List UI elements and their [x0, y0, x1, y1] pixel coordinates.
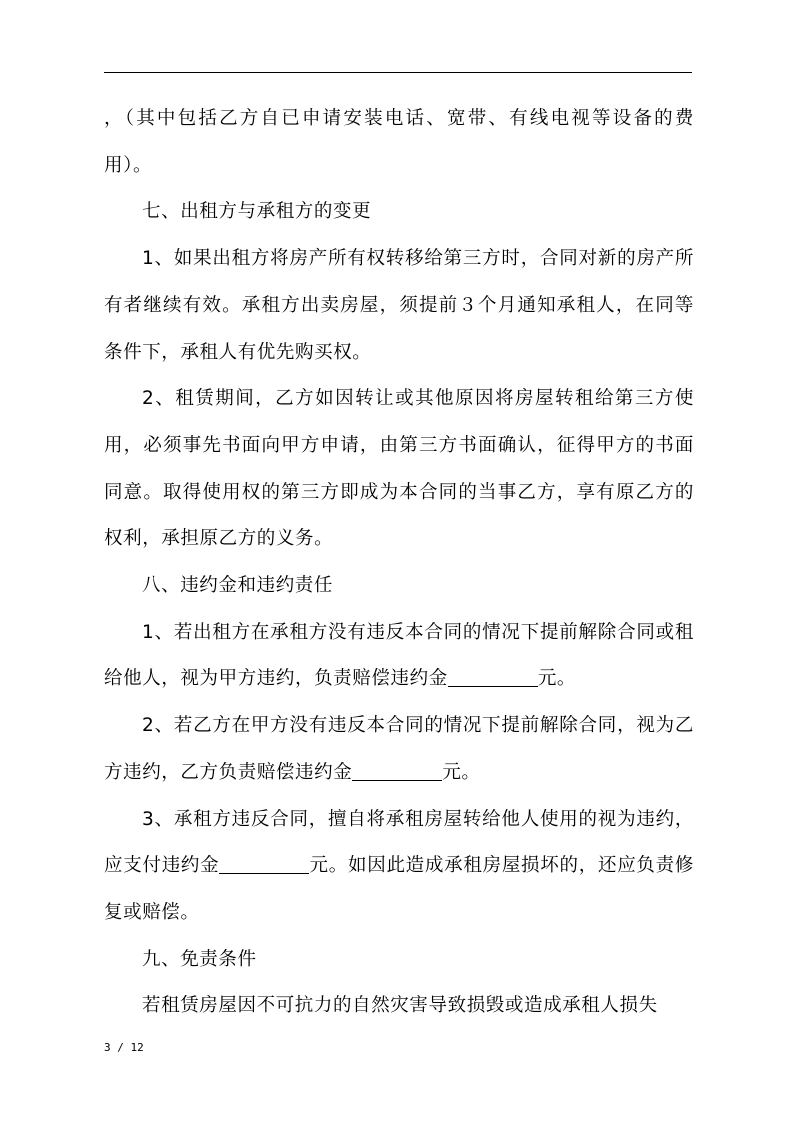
- clause-8-2: [104, 703, 694, 796]
- clause-8-2-text: 2、若乙方在甲方没有违反本合同的情况下提前解除合同，视为乙方违约，乙方负责赔偿违约金: [104, 715, 694, 783]
- clause-8-1: [104, 610, 694, 703]
- paragraph-continuation: ，（其中包括乙方自已申请安装电话、宽带、有线电视等设备的费用）。: [104, 108, 694, 176]
- clause-8-3: [104, 797, 694, 937]
- amount-blank-field[interactable]: [352, 761, 442, 781]
- header-rule: [104, 72, 692, 73]
- document-body: [104, 96, 694, 1030]
- clause-7-1: 1、如果出租方将房产所有权转移给第三方时，合同对新的房产所有者继续有效。承租方出卖房屋，须提前３个月通知承租人，在同等条件下，承租人有优先购买权。: [104, 248, 694, 363]
- clause-8-2-suffix: 元。: [442, 761, 481, 783]
- section-heading-7: 七、出租方与承租方的变更: [142, 201, 372, 223]
- amount-blank-field[interactable]: [219, 855, 309, 875]
- clause-8-1-text: 1、若出租方在承租方没有违反本合同的情况下提前解除合同或租给他人，视为甲方违约，负责赔偿违约金: [104, 621, 694, 690]
- clause-7-2: 2、租赁期间，乙方如因转让或其他原因将房屋转租给第三方使用，必须事先书面向甲方申请，由第三方书面确认，征得甲方的书面同意。取得使用权的第三方即成为本合同的当事乙方，享有原乙方的权利，承担原乙方的义务。: [104, 388, 694, 550]
- clause-8-3-suffix: 元。如因此造成承租房屋损坏的，还应负责修复或赔偿。: [104, 855, 694, 923]
- clause-8-1-suffix: 元。: [537, 668, 577, 690]
- clause-8-3-text: 3、承租方违反合同，擅自将承租房屋转给他人使用的视为违约，应支付违约金: [104, 808, 694, 877]
- amount-blank-field[interactable]: [448, 668, 538, 688]
- page-number: 3 / 12: [104, 1041, 144, 1054]
- section-heading-8: 八、违约金和违约责任: [142, 575, 334, 597]
- section-heading-9: 九、免责条件: [142, 948, 257, 970]
- clause-9-body: 若租赁房屋因不可抗力的自然灾害导致损毁或造成承租人损失: [142, 995, 658, 1017]
